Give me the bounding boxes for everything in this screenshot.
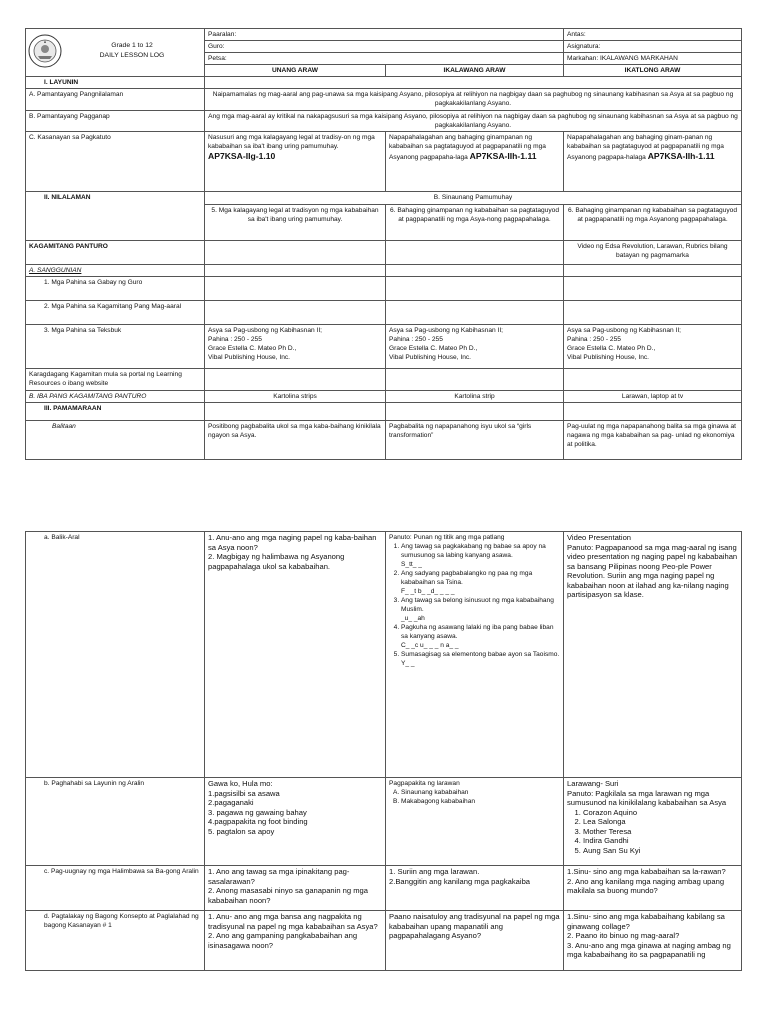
teksbuk-line: Asya sa Pag-usbong ng Kabihasnan II; [389, 327, 504, 334]
pag-uugnay-label: c. Pag-uugnay ng mga Halimbawa sa Ba-gong Aralin [26, 866, 205, 911]
nilalaman-header: B. Sinaunang Pamumuhay [205, 192, 742, 205]
kababaihan-item: 1. Corazon Aquino [583, 808, 738, 818]
iba-pang-kagamitan-day3: Larawan, laptop at tv [564, 391, 742, 403]
nilalaman-day1: 5. Mga kalagayang legal at tradisyon ng mga kababaihan sa iba't ibang uring pamumuhay. [205, 205, 386, 241]
gawa-ko-item: 5. pagtalon sa apoy [208, 826, 275, 836]
balitaan-label: Balitaan [26, 421, 205, 460]
layunin-heading: I. LAYUNIN [26, 77, 205, 89]
teksbuk-line: Pahina : 250 - 255 [389, 336, 443, 343]
teksbuk-line: Vibal Publishing House, Inc. [208, 354, 290, 361]
gawa-ko-item: 3. pagawa ng gawaing bahay [208, 807, 307, 817]
kababaihan-item: 5. Aung San Su Kyi [583, 846, 738, 856]
kababaihan-item: 2. Lea Salonga [583, 817, 738, 827]
paghahabi-day3 [564, 778, 742, 866]
kasanayan-day2-code: AP7KSA-IIh-1.11 [469, 151, 537, 161]
header-title-cell [26, 29, 205, 77]
pagtalakay-question: 3. Anu-ano ang mga ginawa at naging ambag ng mga kababaihang ito sa pagpapanatili ng [567, 940, 731, 959]
form-title-line1: Grade 1 to 12 [111, 42, 153, 49]
gawa-ko-item: 4.pagpapakita ng foot binding [208, 817, 308, 826]
teksbuk-line: Pahina : 250 - 255 [208, 336, 262, 343]
kasanayan-day1-text: Nasusuri ang mga kalagayang legal at tradisy-on ng mga kababaihan sa iba't ibang uring pamumuhay. [208, 134, 375, 150]
pag-uugnay-question: 2.Banggitin ang kanilang mga pagkakaiba [389, 876, 531, 886]
fill-blank-item: 4. Pagkuha ng asawang lalaki ng iba pang babae liban sa kanyang asawa. C_ _c u_ _ _ n a_ _ [401, 623, 560, 650]
larawan-item: A. Sinaunang kababaihan [401, 788, 560, 797]
balik-aral-instruction: Panuto: Punan ng titik ang mga patlang [389, 534, 505, 541]
gawa-ko-title: Gawa ko, Hula mo: [208, 779, 273, 788]
teksbuk-line: Vibal Publishing House, Inc. [567, 354, 649, 361]
pag-uugnay-day1 [205, 866, 386, 911]
day2-header: IKALAWANG ARAW [386, 65, 564, 77]
quarter-label: Markahan: IKALAWANG MARKAHAN [564, 53, 742, 65]
kababaihan-list [567, 808, 738, 856]
pagtalakay-question: 2. Ano ang gampaning pangkababaihan ang isinasagawa noon? [208, 931, 358, 950]
pag-uugnay-question: 2. Ano ang kanilang mga naging ambag upang makilala sa buong mundo? [567, 876, 725, 895]
pagtalakay-label: d. Pagtalakay ng Bagong Konsepto at Paglalahad ng bagong Kasanayan # 1 [26, 911, 205, 971]
pagtalakay-question: 1.Sinu- sino ang mga kababaihang kabilang sa ginawang collage? [567, 912, 725, 931]
gawa-ko-item: 1.pagsisilbi sa asawa [208, 788, 280, 798]
teksbuk-line: Grace Estella C. Mateo Ph D., [567, 345, 656, 352]
paghahabi-label: b. Paghahabi sa Layunin ng Aralin [26, 778, 205, 866]
lesson-log-page-2 [25, 531, 741, 971]
balitaan-day1: Positibong pagbabalita ukol sa mga kaba-baihang kinikilala ngayon sa Asya. [205, 421, 386, 460]
pamantayang-pangnilalaman-text: Naipamamalas ng mag-aaral ang pag-unawa sa mga kaisipang Asyano, pilosopiya at relihiyon na nagbigay daan sa paghubog ng sinaunang kabihasnan sa Asya at sa pagbuo ng pagkakakilanlang Asyano. [205, 89, 742, 111]
kababaihan-item: 3. Mother Teresa [583, 827, 738, 837]
pagtalakay-question: 2. Paano ito binuo ng mag-aaral? [567, 931, 680, 940]
kasanayan-day1-code: AP7KSA-IIg-1.10 [208, 151, 276, 161]
balik-aral-day3 [564, 532, 742, 778]
teksbuk-line: Asya sa Pag-usbong ng Kabihasnan II; [567, 327, 682, 334]
sanggunian-heading: A. SANGGUNIAN [26, 265, 205, 277]
kasanayan-day3-code: AP7KSA-IIh-1.11 [647, 151, 715, 161]
pamantayan-sa-pagganap-label: B. Pamantayang Pagganap [26, 111, 205, 132]
teksbuk-line: Pahina : 250 - 255 [567, 336, 621, 343]
kasanayan-label: C. Kasanayan sa Pagkatuto [26, 132, 205, 192]
pag-uugnay-question: 1.Sinu- sino ang mga kababaihan sa la-rawan? [567, 867, 726, 876]
kagamitang-panturo-day3: Video ng Edsa Revolution, Larawan, Rubrics bilang batayan ng pagmamarka [564, 241, 742, 265]
balik-aral-question: 2. Magbigay ng halimbawa ng Asyanong pagpapahalaga ukol sa kababaihan. [208, 552, 345, 571]
date-label: Petsa: [205, 53, 564, 65]
kababaihan-item: 4. Indira Gandhi [583, 836, 738, 846]
kasanayan-day3-text: Napapahalagahan ang bahaging ginam-panan ng kababaihan sa pagtataguyod at pagpapanatili ng mga Asyanong pagpapa-halaga [567, 134, 724, 161]
teksbuk-day2 [386, 325, 564, 369]
grade-label: Antas: [564, 29, 742, 41]
teksbuk-day3 [564, 325, 742, 369]
video-presentation-title: Video Presentation [567, 533, 632, 542]
fill-blank-answer: C_ _c u_ _ _ n a_ _ [401, 642, 459, 649]
fill-blank-answer: S_tt_ _ [401, 561, 422, 568]
day3-header: IKATLONG ARAW [564, 65, 742, 77]
pagtalakay-day2 [386, 911, 564, 971]
pamantayang-pangnilalaman-label: A. Pamantayang Pangnilalaman [26, 89, 205, 111]
subject-label: Asignatura: [564, 41, 742, 53]
paghahabi-day1 [205, 778, 386, 866]
teksbuk-line: Asya sa Pag-usbong ng Kabihasnan II; [208, 327, 323, 334]
balik-aral-question: 1. Anu-ano ang mga naging papel ng kaba-baihan sa Asya noon? [208, 533, 377, 552]
kagamitang-mag-aaral-label: 2. Mga Pahina sa Kagamitang Pang Mag-aaral [26, 301, 205, 325]
teksbuk-line: Vibal Publishing House, Inc. [389, 354, 471, 361]
larawan-item: B. Makabagong kababaihan [401, 797, 560, 806]
lesson-log-page-1 [25, 28, 741, 460]
gawa-ko-item: 2.pagaganaki [208, 798, 254, 807]
nilalaman-heading: II. NILALAMAN [26, 192, 205, 241]
pag-uugnay-question: 1. Ano ang tawag sa mga ipinakitang pag-sasalarawan? [208, 867, 350, 886]
lesson-log-table-1 [25, 28, 742, 460]
balitaan-day3: Pag-uulat ng mga napapanahong balita sa mga ginawa at nagawa ng mga kababaihan sa pag- unlad ng ekonomiya at politika. [564, 421, 742, 460]
nilalaman-day2: 6. Bahaging ginampanan ng kababaihan sa pagtataguyod at pagpapanatili ng mga Asya-nong pagpapahalaga. [386, 205, 564, 241]
nilalaman-day3: 6. Bahaging ginampanan ng kababaihan sa pagtataguyod at pagpapanatili ng mga Asyanong pagpapahalaga. [564, 205, 742, 241]
teacher-label: Guro: [205, 41, 564, 53]
pamantayan-sa-pagganap-text: Ang mga mag-aaral ay kritikal na nakapagsusuri sa mga kaisipang Asyano, pilosopiya at relihiyon na nagbigay daan sa paghubog ng sinaunang kabihasnan sa Asya at sa pagbuo ng pagkakakilanlang Asyano. [205, 111, 742, 132]
pag-uugnay-day2 [386, 866, 564, 911]
teksbuk-label: 3. Mga Pahina sa Teksbuk [26, 325, 205, 369]
fill-blank-answer: _u_ _ah [401, 615, 425, 622]
teksbuk-line: Grace Estella C. Mateo Ph D., [389, 345, 478, 352]
teksbuk-line: Grace Estella C. Mateo Ph D., [208, 345, 297, 352]
balik-aral-label: a. Balik-Aral [26, 532, 205, 778]
pag-uugnay-question: 1. Suriin ang mga larawan. [389, 867, 480, 876]
balitaan-day2: Pagbabalita ng napapanahong isyu ukol sa “girls transformation” [386, 421, 564, 460]
kagamitang-panturo-heading: KAGAMITANG PANTURO [26, 241, 205, 265]
teksbuk-day1 [205, 325, 386, 369]
fill-blank-answer: Y_ _ [401, 660, 415, 667]
iba-pang-kagamitan-label: B. IBA PANG KAGAMITANG PANTURO [26, 391, 205, 403]
form-title-line2: DAILY LESSON LOG [99, 52, 165, 59]
larawan-list [389, 788, 560, 806]
iba-pang-kagamitan-day2: Kartolina strip [386, 391, 564, 403]
pagtalakay-question: 1. Anu- ano ang mga bansa ang nagpakita ng tradisyunal na papel ng mga kababaihan sa Asya? [208, 912, 378, 931]
iba-pang-kagamitan-day1: Kartolina strips [205, 391, 386, 403]
pagpapakita-title: Pagpapakita ng larawan [389, 780, 460, 787]
fill-blank-list [389, 542, 560, 668]
larawang-suri-instruction: Panuto: Pagkilala sa mga larawan ng mga sumusunod na kinikilalang kababaihan sa Asya [567, 788, 727, 807]
balik-aral-day1 [205, 532, 386, 778]
lesson-log-table-2 [25, 531, 742, 971]
paghahabi-day2 [386, 778, 564, 866]
gabay-guro-label: 1. Mga Pahina sa Gabay ng Guro [26, 277, 205, 301]
pagtalakay-day3 [564, 911, 742, 971]
balik-aral-day2 [386, 532, 564, 778]
fill-blank-answer: F_ _t b_ _d_ _ _ _ [401, 588, 455, 595]
pagtalakay-question: Paano naisatuloy ang tradisyunal na papel ng mga kababaihan upang mapanatili ang pagpapahalagang Asyano? [389, 912, 560, 940]
fill-blank-item: 2. Ang sadyang pagbabalangko ng paa ng mga kababaihan sa Tsina. F_ _t b_ _d_ _ _ _ [401, 569, 560, 596]
larawang-suri-title: Larawang- Suri [567, 779, 619, 788]
video-presentation-instruction: Panuto: Pagpapanood sa mga mag-aaral ng isang video presentation ng naging papel ng kababaihan sa bansang Pilipinas noong Peo-ple Power Revolution. Suriin ang mga naging papel ng kababaihan noon at ilahad ang ka-nilang naging partisipasyon sa klase. [567, 542, 738, 599]
deped-seal-icon [28, 34, 62, 68]
day1-header: UNANG ARAW [205, 65, 386, 77]
pagtalakay-day1 [205, 911, 386, 971]
fill-blank-item: 3. Ang tawag sa belong isinusuot ng mga kababaihang Muslim. _u_ _ah [401, 596, 560, 623]
karagdagang-kagamitan-label: Karagdagang Kagamitan mula sa portal ng Learning Resources o ibang website [26, 369, 205, 391]
pag-uugnay-question: 2. Anong masasabi ninyo sa ganapanin ng mga kababaihan noon? [208, 886, 369, 905]
fill-blank-item: 1. Ang tawag sa pagkakabang ng babae sa apoy na sumusunog sa labing kanyang asawa. S_tt_ _ [401, 542, 560, 569]
fill-blank-item: 5. Sumasagisag sa elementong babae ayon sa Taoismo. Y_ _ [401, 650, 560, 668]
pamamaraan-heading: III. PAMAMARAAN [26, 403, 205, 421]
pag-uugnay-day3 [564, 866, 742, 911]
school-label: Paaralan: [205, 29, 564, 41]
kasanayan-day2-text: Napapahalagahan ang bahaging ginampanan ng kababaihan sa pagtataguyod at pagpapanatili ng mga Asyanong pagpapaha-laga [389, 134, 546, 161]
